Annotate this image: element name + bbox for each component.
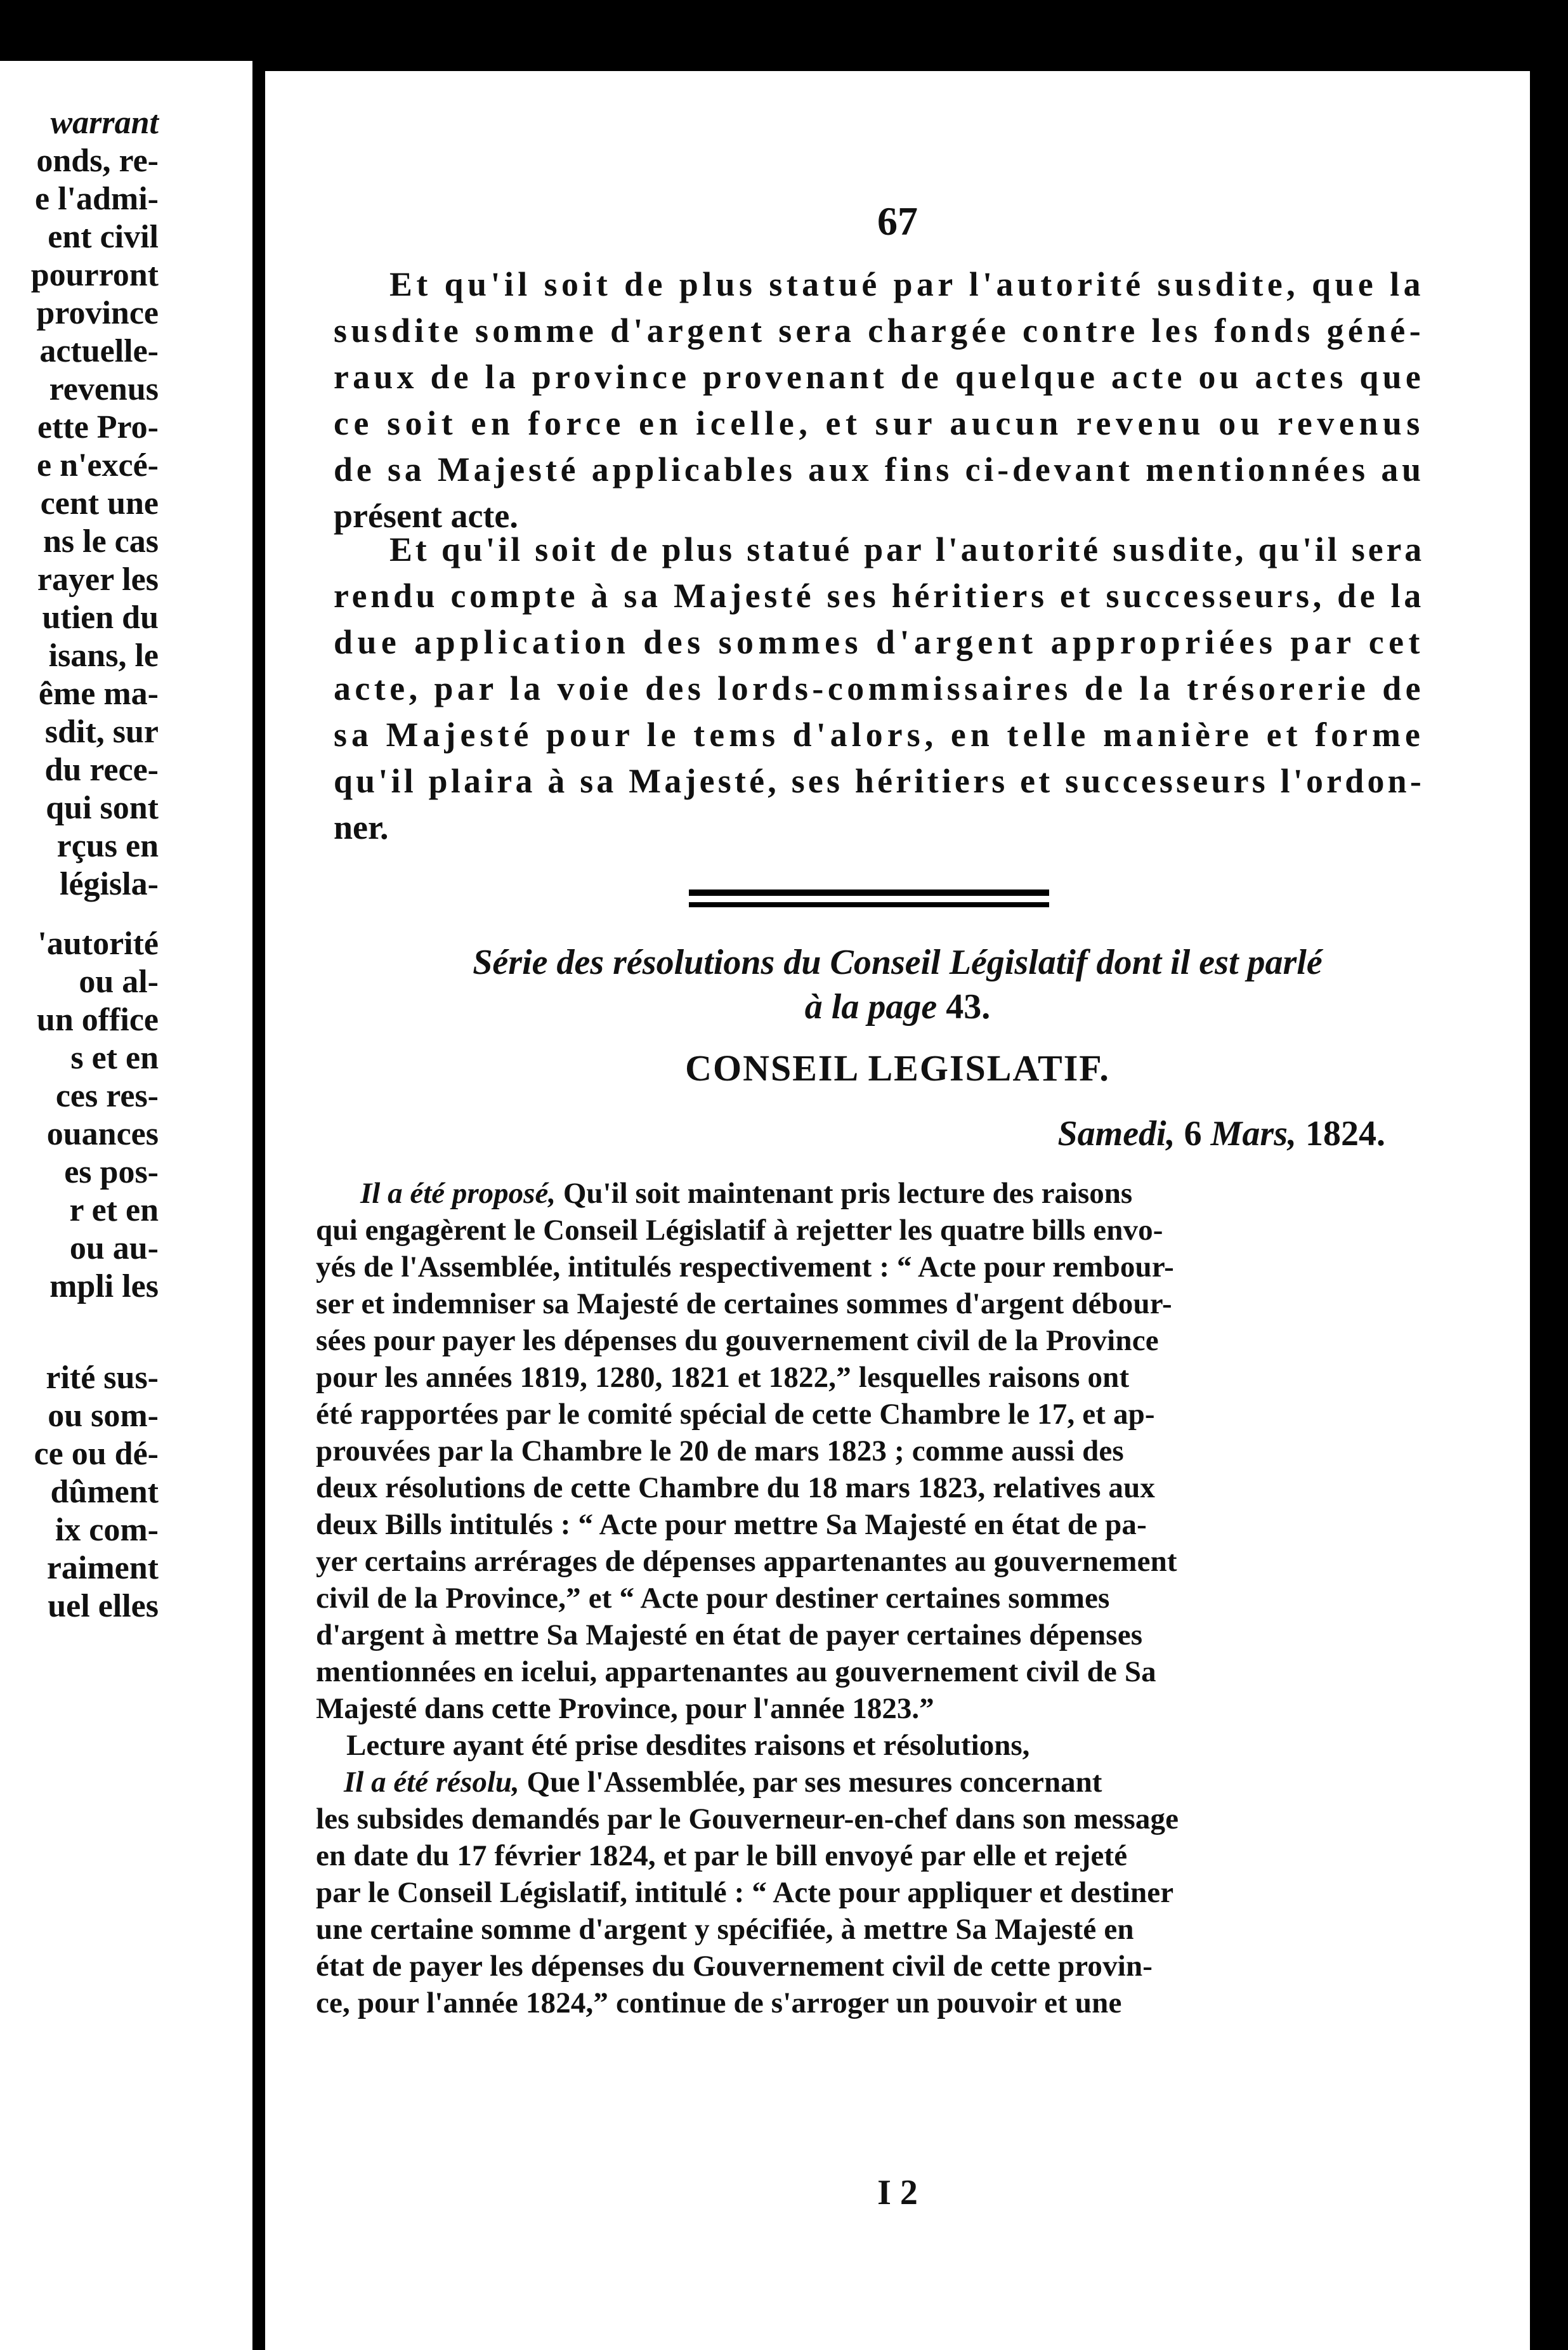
left-page-line: pourront xyxy=(30,257,159,293)
text-line: Majesté dans cette Province, pour l'année 1823.” xyxy=(316,1692,934,1725)
left-page-line: r et en xyxy=(69,1192,159,1228)
text-line: ser et indemniser sa Majesté de certaines sommes d'argent débour- xyxy=(316,1287,1172,1320)
text-line: deux résolutions de cette Chambre du 18 mars 1823, relatives aux xyxy=(316,1471,1156,1504)
text-line: rendu compte à sa Majesté ses héritiers et successeurs, de la xyxy=(334,577,1425,615)
text-line: qui engagèrent le Conseil Législatif à rejetter les quatre bills envo- xyxy=(316,1214,1163,1247)
text-line: ner. xyxy=(334,808,389,846)
left-page-line: rité sus- xyxy=(46,1360,159,1396)
left-page-line: ou som- xyxy=(48,1398,159,1434)
left-page-line: un office xyxy=(36,1002,159,1038)
text-line: deux Bills intitulés : “ Acte pour mettre Sa Majesté en état de pa- xyxy=(316,1508,1147,1541)
reading-line: Lecture ayant été prise desdites raisons et résolutions, xyxy=(346,1729,1030,1762)
text-line: une certaine somme d'argent y spécifiée, à mettre Sa Majesté en xyxy=(316,1913,1134,1946)
text-line: pour les années 1819, 1280, 1821 et 1822,” lesquelles raisons ont xyxy=(316,1361,1130,1394)
text-line: acte, par la voie des lords-commissaires de la trésorerie de xyxy=(334,669,1425,707)
left-page-line: raiment xyxy=(46,1550,159,1586)
left-page-line: isans, le xyxy=(48,638,159,674)
left-page-line: ent civil xyxy=(48,219,159,255)
text-line: yés de l'Assemblée, intitulés respectivement : “ Acte pour rembour- xyxy=(316,1250,1174,1283)
text-line: sa Majesté pour le tems d'alors, en telle manière et forme xyxy=(334,716,1425,754)
text-line: ce soit en force en icelle, et sur aucun revenu ou revenus xyxy=(334,404,1425,442)
double-rule-top xyxy=(689,889,1049,896)
left-page-line: e n'excé- xyxy=(36,447,159,483)
left-page-line: actuelle- xyxy=(39,333,159,369)
left-page-line: ix com- xyxy=(55,1512,159,1548)
left-page-line: mpli les xyxy=(49,1268,159,1304)
left-facing-page xyxy=(0,61,252,2350)
motion-label: Il a été proposé, xyxy=(360,1177,563,1210)
left-page-line: du rece- xyxy=(44,752,159,788)
signature-mark: I 2 xyxy=(877,2173,918,2212)
date-month: Mars, xyxy=(1210,1114,1297,1153)
text-line: Et qu'il soit de plus statué par l'autorité susdite, qu'il sera xyxy=(389,530,1425,568)
left-page-line: ou al- xyxy=(79,964,159,1000)
left-page-line: sdit, sur xyxy=(44,714,159,750)
text-line: de sa Majesté applicables aux fins ci-devant mentionnées au xyxy=(334,450,1425,489)
left-page-line: ême ma- xyxy=(38,676,159,712)
resolution-first-line xyxy=(344,1764,1102,1801)
text-line: susdite somme d'argent sera chargée contre les fonds géné- xyxy=(334,312,1425,350)
left-page-line: onds, re- xyxy=(36,143,159,179)
resolution-label: Il a été résolu, xyxy=(344,1766,527,1799)
main-page xyxy=(265,71,1530,2350)
series-heading-line2 xyxy=(265,985,1530,1029)
date-number: 6 xyxy=(1184,1114,1202,1153)
session-date xyxy=(265,1112,1530,1156)
left-page-line: warrant xyxy=(50,105,159,141)
date-day: Samedi, xyxy=(1057,1114,1175,1153)
left-page-line: ou au- xyxy=(69,1230,159,1266)
text-line: prouvées par la Chambre le 20 de mars 1823 ; comme aussi des xyxy=(316,1434,1124,1467)
left-page-line: es pos- xyxy=(64,1154,159,1190)
left-page-line: dûment xyxy=(50,1474,159,1510)
left-page-line: législa- xyxy=(60,866,159,902)
text-line: qu'il plaira à sa Majesté, ses héritiers et successeurs l'ordon- xyxy=(334,762,1425,800)
motion-text: Qu'il soit maintenant pris lecture des raisons xyxy=(563,1177,1133,1210)
date-year: 1824. xyxy=(1305,1114,1385,1153)
left-page-line: utien du xyxy=(42,600,159,636)
left-page-line: rayer les xyxy=(37,561,159,598)
left-page-line: ouances xyxy=(46,1116,159,1152)
council-heading: CONSEIL LEGISLATIF. xyxy=(685,1047,1110,1089)
text-line: raux de la province provenant de quelque acte ou actes que xyxy=(334,358,1425,396)
text-line: Et qu'il soit de plus statué par l'autorité susdite, que la xyxy=(389,265,1425,303)
text-line: été rapportées par le comité spécial de cette Chambre le 17, et ap- xyxy=(316,1398,1155,1431)
left-page-line: revenus xyxy=(49,371,159,407)
text-line: mentionnées en icelui, appartenantes au gouvernement civil de Sa xyxy=(316,1655,1156,1688)
text-line: d'argent à mettre Sa Majesté en état de payer certaines dépenses xyxy=(316,1618,1143,1651)
left-page-line: ette Pro- xyxy=(37,409,159,445)
left-page-line: qui sont xyxy=(46,790,159,826)
left-page-line: province xyxy=(36,295,159,331)
double-rule-bottom xyxy=(689,902,1049,907)
left-page-line: rçus en xyxy=(56,828,159,864)
text-line: les subsides demandés par le Gouverneur-en-chef dans son message xyxy=(316,1802,1179,1835)
text-line: ce, pour l'année 1824,” continue de s'arroger un pouvoir et une xyxy=(316,1986,1122,2019)
page-number: 67 xyxy=(877,199,918,244)
motion-first-line xyxy=(360,1175,1132,1212)
text-line: présent acte. xyxy=(334,497,518,535)
left-page-line: ns le cas xyxy=(43,523,159,560)
text-line: état de payer les dépenses du Gouvernement civil de cette provin- xyxy=(316,1950,1153,1983)
left-page-line: cent une xyxy=(40,485,159,522)
left-page-line: ce ou dé- xyxy=(34,1436,159,1472)
left-page-line: 'autorité xyxy=(37,926,159,962)
series-heading-page-number: 43. xyxy=(946,987,991,1027)
text-line: sées pour payer les dépenses du gouvernement civil de la Province xyxy=(316,1324,1159,1357)
left-page-line: e l'admi- xyxy=(35,181,159,217)
left-page-line: ces res- xyxy=(55,1078,159,1114)
text-line: en date du 17 février 1824, et par le bill envoyé par elle et rejeté xyxy=(316,1839,1128,1872)
resolution-text: Que l'Assemblée, par ses mesures concernant xyxy=(526,1766,1102,1799)
series-heading-page-label: à la page xyxy=(804,987,938,1027)
text-line: civil de la Province,” et “ Acte pour destiner certaines sommes xyxy=(316,1582,1110,1615)
series-heading-line1: Série des résolutions du Conseil Législatif dont il est parlé xyxy=(473,943,1323,982)
text-line: due application des sommes d'argent appropriées par cet xyxy=(334,623,1425,661)
text-line: yer certains arrérages de dépenses appartenantes au gouvernement xyxy=(316,1545,1177,1578)
text-line: par le Conseil Législatif, intitulé : “ Acte pour appliquer et destiner xyxy=(316,1876,1174,1909)
left-page-line: uel elles xyxy=(48,1588,159,1624)
left-page-line: s et en xyxy=(70,1040,159,1076)
